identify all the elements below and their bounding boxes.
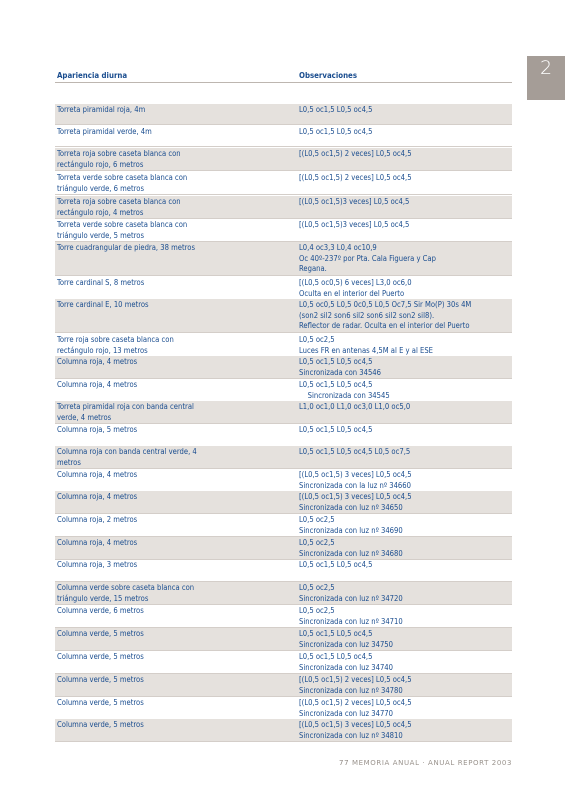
apariencia-cell	[57, 278, 287, 289]
table-row	[55, 651, 512, 674]
observaciones-text: L0,5 oc2,5	[299, 538, 335, 547]
observaciones-cell	[299, 278, 511, 299]
observaciones-text: Oc 40º-237º por Pta. Cala Figuera y Cap	[299, 253, 436, 263]
apariencia-text: Torreta piramidal roja con banda central	[57, 402, 194, 411]
observaciones-text: Oculta en el interior del Puerto	[299, 288, 405, 298]
table-row	[55, 242, 512, 276]
observaciones-cell	[299, 300, 511, 332]
apariencia-cell	[57, 698, 287, 709]
observaciones-cell	[299, 560, 511, 571]
observaciones-cell	[299, 220, 511, 231]
observaciones-text: Regana.	[299, 264, 327, 274]
observaciones-text: L0,5 oc1,5 L0,5 oc4,5	[299, 127, 373, 136]
observaciones-text: L0,4 oc3,3 L0,4 oc10,9	[299, 243, 377, 252]
apariencia-cell	[57, 447, 287, 468]
apariencia-cell	[57, 173, 287, 194]
apariencia-text: triángulo verde, 5 metros	[57, 230, 145, 240]
observaciones-text: Sincronizada con luz nº 34810	[299, 730, 403, 740]
table-row	[55, 446, 512, 469]
observaciones-cell	[299, 380, 511, 401]
apariencia-text: Torre cuadrangular de piedra, 38 metros	[57, 243, 196, 252]
apariencia-cell	[57, 149, 287, 170]
observaciones-text: [(L0,5 oc1,5) 2 veces] L0,5 oc4,5	[299, 173, 412, 182]
apariencia-text: Torreta verde sobre caseta blanca con	[57, 173, 188, 182]
table-row	[55, 334, 512, 357]
footer-text: MEMORIA ANUAL · ANUAL REPORT 2003	[351, 759, 512, 767]
apariencia-text: Torreta roja sobre caseta blanca con	[57, 197, 181, 206]
observaciones-cell	[299, 149, 511, 160]
observaciones-text: [(L0,5 oc1,5) 2 veces] L0,5 oc4,5	[299, 698, 412, 707]
observaciones-text: L0,5 oc2,5	[299, 583, 335, 592]
observaciones-text: Sincronizada con luz 34750	[299, 639, 393, 649]
apariencia-text: Columna roja, 4 metros	[57, 492, 138, 501]
apariencia-text: Columna verde, 5 metros	[57, 698, 144, 707]
apariencia-text: Columna roja, 4 metros	[57, 357, 138, 366]
observaciones-cell	[299, 720, 511, 741]
apariencia-text: Columna roja, 2 metros	[57, 515, 138, 524]
observaciones-text: Sincronizada con luz 34740	[299, 662, 393, 672]
table-row	[55, 356, 512, 379]
observaciones-text: Sincronizada con 34546	[299, 367, 381, 377]
table-row	[55, 605, 512, 628]
table-row	[55, 379, 512, 402]
table-row	[55, 628, 512, 651]
apariencia-text: triángulo verde, 6 metros	[57, 183, 145, 193]
apariencia-text: rectángulo rojo, 4 metros	[57, 207, 144, 217]
apariencia-cell	[57, 515, 287, 526]
table-row	[55, 104, 512, 125]
table-row	[55, 559, 512, 582]
observaciones-cell	[299, 243, 511, 275]
table-row	[55, 537, 512, 560]
observaciones-text: [(L0,5 oc1,5) 2 veces] L0,5 oc4,5	[299, 675, 412, 684]
observaciones-cell	[299, 492, 511, 513]
observaciones-text: [(L0,5 oc1,5) 3 veces] L0,5 oc4,5	[299, 470, 412, 479]
observaciones-text: [(L0,5 oc1,5) 2 veces] L0,5 oc4,5	[299, 149, 412, 158]
observaciones-cell	[299, 173, 511, 184]
table-row	[55, 219, 512, 242]
footer-page-number: 77	[339, 759, 350, 767]
observaciones-text: Sincronizada con luz nº 34680	[299, 548, 403, 558]
apariencia-text: Columna verde, 6 metros	[57, 606, 144, 615]
observaciones-text: Sincronizada con luz nº 34720	[299, 593, 403, 603]
apariencia-text: Columna roja, 4 metros	[57, 470, 138, 479]
observaciones-cell	[299, 583, 511, 604]
table-row	[55, 674, 512, 697]
apariencia-cell	[57, 425, 287, 436]
apariencia-text: Torre roja sobre caseta blanca con	[57, 335, 174, 344]
apariencia-text: Columna roja, 4 metros	[57, 380, 138, 389]
observaciones-text: L0,5 oc1,5 L0,5 oc4,5 L0,5 oc7,5	[299, 447, 411, 456]
observaciones-text: L0,5 oc2,5	[299, 335, 335, 344]
apariencia-text: Torre cardinal E, 10 metros	[57, 300, 149, 309]
apariencia-text: Columna verde, 5 metros	[57, 675, 144, 684]
observaciones-text: L0,5 oc1,5 L0,5 oc4,5	[299, 380, 373, 389]
apariencia-cell	[57, 720, 287, 731]
apariencia-text: Columna verde, 5 metros	[57, 629, 144, 638]
observaciones-text: Sincronizada con la luz nº 34660	[299, 480, 411, 490]
observaciones-cell	[299, 698, 511, 719]
apariencia-text: Columna roja, 4 metros	[57, 538, 138, 547]
observaciones-cell	[299, 538, 511, 559]
observaciones-text: [(L0,5 oc1,5) 3 veces] L0,5 oc4,5	[299, 492, 412, 501]
observaciones-text: L0,5 oc2,5	[299, 606, 335, 615]
apariencia-text: Columna verde, 5 metros	[57, 720, 144, 729]
apariencia-cell	[57, 197, 287, 218]
apariencia-cell	[57, 652, 287, 663]
observaciones-cell	[299, 357, 511, 378]
apariencia-cell	[57, 220, 287, 241]
apariencia-text: metros	[57, 457, 81, 467]
apariencia-text: Torreta piramidal roja, 4m	[57, 105, 146, 114]
apariencia-cell	[57, 357, 287, 368]
observaciones-cell	[299, 402, 511, 413]
table-row	[55, 148, 512, 171]
apariencia-text: Torreta roja sobre caseta blanca con	[57, 149, 181, 158]
table-row	[55, 697, 512, 720]
apariencia-text: Columna roja, 3 metros	[57, 560, 138, 569]
apariencia-text: Torreta verde sobre caseta blanca con	[57, 220, 188, 229]
apariencia-cell	[57, 335, 287, 356]
table-row	[55, 401, 512, 424]
observaciones-text: Sincronizada con 34545	[299, 390, 390, 400]
apariencia-text: Columna roja con banda central verde, 4	[57, 447, 197, 456]
apariencia-cell	[57, 629, 287, 640]
apariencia-cell	[57, 492, 287, 503]
table-row	[55, 299, 512, 333]
apariencia-cell	[57, 127, 287, 138]
observaciones-text: Reflector de radar. Oculta en el interior del Puerto	[299, 321, 470, 331]
observaciones-text: Luces FR en antenas 4,5M al E y al ESE	[299, 345, 433, 355]
apariencia-text: rectángulo rojo, 6 metros	[57, 159, 144, 169]
observaciones-text: [(L0,5 oc1,5)3 veces] L0,5 oc4,5	[299, 197, 410, 206]
observaciones-text: Sincronizada con luz nº 34690	[299, 525, 403, 535]
header-apariencia: Apariencia diurna	[57, 71, 128, 80]
observaciones-text: L0,5 oc1,5 L0,5 oc4,5	[299, 629, 373, 638]
apariencia-cell	[57, 538, 287, 549]
table-header	[55, 70, 512, 83]
apariencia-cell	[57, 560, 287, 571]
observaciones-text: (son2 sil2 son6 sil2 son6 sil2 son2 sil8).	[299, 310, 435, 320]
table-row	[55, 582, 512, 605]
observaciones-text: L0,5 oc1,5 L0,5 oc4,5	[299, 105, 373, 114]
observaciones-text: Sincronizada con luz nº 34710	[299, 616, 403, 626]
table-row	[55, 424, 512, 447]
table-row	[55, 719, 512, 742]
observaciones-cell	[299, 127, 511, 138]
apariencia-cell	[57, 606, 287, 617]
apariencia-cell	[57, 300, 287, 311]
apariencia-text: Columna verde, 5 metros	[57, 652, 144, 661]
observaciones-text: [(L0,5 oc0,5) 6 veces] L3,0 oc6,0	[299, 278, 412, 287]
observaciones-cell	[299, 105, 511, 116]
apariencia-cell	[57, 402, 287, 423]
apariencia-cell	[57, 675, 287, 686]
table-row	[55, 172, 512, 195]
observaciones-cell	[299, 629, 511, 650]
table-row	[55, 469, 512, 492]
observaciones-cell	[299, 425, 511, 436]
apariencia-cell	[57, 380, 287, 391]
observaciones-text: L0,5 oc1,5 L0,5 oc4,5	[299, 425, 373, 434]
apariencia-text: rectángulo rojo, 13 metros	[57, 345, 148, 355]
apariencia-text: Columna verde sobre caseta blanca con	[57, 583, 195, 592]
page-tab: 2	[527, 56, 565, 100]
apariencia-cell	[57, 583, 287, 604]
observaciones-text: Sincronizada con luz nº 34780	[299, 685, 403, 695]
apariencia-text: Torre cardinal S, 8 metros	[57, 278, 145, 287]
page-footer	[339, 759, 512, 767]
observaciones-cell	[299, 652, 511, 673]
observaciones-text: Sincronizada con luz 34770	[299, 708, 393, 718]
table-row	[55, 196, 512, 219]
table-row	[55, 126, 512, 147]
apariencia-text: Columna roja, 5 metros	[57, 425, 138, 434]
observaciones-text: L0,5 oc1,5 L0,5 oc4,5	[299, 357, 373, 366]
table-row	[55, 491, 512, 514]
observaciones-cell	[299, 335, 511, 356]
observaciones-text: L0,5 oc1,5 L0,5 oc4,5	[299, 560, 373, 569]
apariencia-text: triángulo verde, 15 metros	[57, 593, 149, 603]
apariencia-text: Torreta piramidal verde, 4m	[57, 127, 152, 136]
observaciones-text: [(L0,5 oc1,5)3 veces] L0,5 oc4,5	[299, 220, 410, 229]
observaciones-text: L1,0 oc1,0 L1,0 oc3,0 L1,0 oc5,0	[299, 402, 411, 411]
observaciones-cell	[299, 470, 511, 491]
header-observaciones: Observaciones	[299, 71, 357, 80]
table-row	[55, 514, 512, 537]
observaciones-text: L0,5 oc2,5	[299, 515, 335, 524]
observaciones-cell	[299, 197, 511, 208]
observaciones-text: [(L0,5 oc1,5) 3 veces] L0,5 oc4,5	[299, 720, 412, 729]
observaciones-text: L0,5 oc0,5 L0,5 0c0,5 L0,5 Oc7,5 Sir Mo(P) 30s 4M	[299, 300, 472, 309]
observaciones-text: Sincronizada con luz nº 34650	[299, 502, 403, 512]
observaciones-cell	[299, 675, 511, 696]
apariencia-cell	[57, 243, 287, 254]
apariencia-cell	[57, 470, 287, 481]
observaciones-cell	[299, 606, 511, 627]
table-row	[55, 277, 512, 300]
observaciones-cell	[299, 515, 511, 536]
apariencia-cell	[57, 105, 287, 116]
observaciones-cell	[299, 447, 511, 458]
observaciones-text: L0,5 oc1,5 L0,5 oc4,5	[299, 652, 373, 661]
apariencia-text: verde, 4 metros	[57, 412, 112, 422]
